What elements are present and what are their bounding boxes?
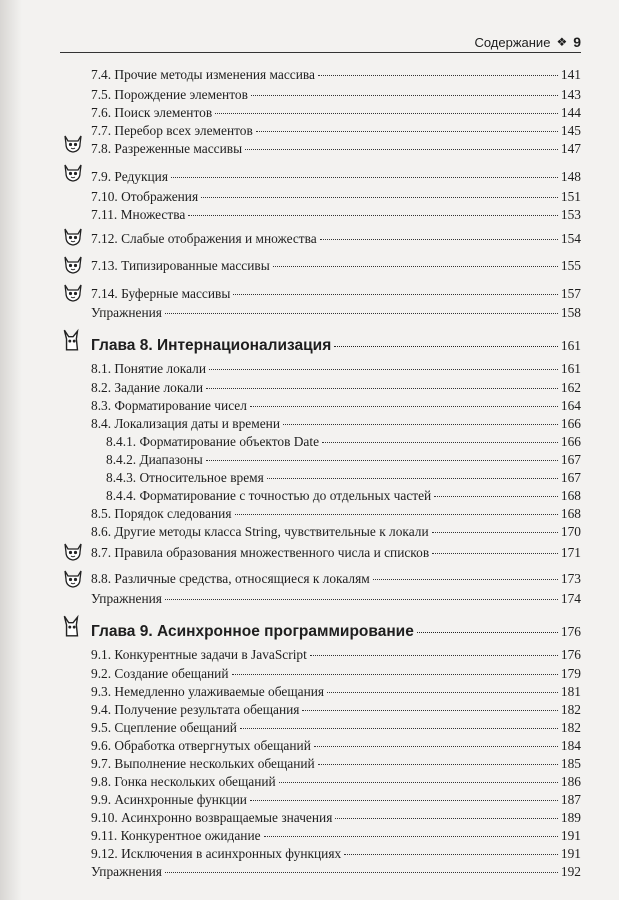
toc-entry-page: 168	[560, 488, 581, 503]
toc-entry	[91, 774, 581, 790]
toc-entry-title: Упражнения	[91, 305, 162, 320]
toc-entry-page: 162	[560, 380, 581, 395]
toc-entry	[91, 647, 581, 663]
cat-icon	[62, 161, 84, 183]
toc-entry-page: 191	[560, 828, 581, 843]
toc-leader	[314, 746, 558, 747]
toc-entry-page: 176	[560, 624, 581, 639]
toc-entry	[91, 416, 581, 432]
toc-entry	[91, 684, 581, 700]
toc-entry-page: 153	[560, 207, 581, 222]
cat-icon	[62, 540, 84, 562]
toc-entry-page: 174	[560, 591, 581, 606]
toc-entry-title: 7.14. Буферные массивы	[91, 286, 231, 301]
toc-entry-title: 7.10. Отображения	[91, 189, 199, 204]
toc-entry	[91, 756, 581, 772]
toc-entry-page: 173	[560, 571, 581, 586]
toc-entry-page: 184	[560, 738, 581, 753]
toc-chapter	[91, 338, 581, 354]
toc-entry	[91, 738, 581, 754]
toc-entry-page: 161	[560, 361, 581, 376]
toc-entry-page: 182	[560, 702, 581, 717]
toc-entry-page: 185	[560, 756, 581, 771]
toc-entry-page: 181	[560, 684, 581, 699]
toc-entry	[106, 488, 581, 504]
toc-leader	[318, 75, 558, 76]
toc-entry	[91, 810, 581, 826]
toc-entry-title: 7.11. Множества	[91, 207, 186, 222]
toc-leader	[171, 177, 558, 178]
toc-leader	[215, 113, 558, 114]
toc-entry	[91, 231, 581, 247]
toc-leader	[283, 424, 558, 425]
toc-entry-title: Упражнения	[91, 591, 162, 606]
toc-leader	[233, 294, 558, 295]
toc-chapter	[91, 624, 581, 640]
toc-entry	[91, 123, 581, 139]
toc-entry	[91, 87, 581, 103]
toc-entry	[106, 470, 581, 486]
toc-entry-title: 7.5. Порождение элементов	[91, 87, 248, 102]
toc-chapter-title: Глава 8. Интернационализация	[91, 337, 332, 354]
toc-leader	[188, 215, 558, 216]
cat-icon	[62, 281, 84, 303]
toc-leader	[256, 131, 558, 132]
toc-entry-page: 191	[560, 846, 581, 861]
toc-entry-title: 9.12. Исключения в асинхронных функциях	[91, 846, 342, 861]
toc-entry-page: 171	[560, 545, 581, 560]
toc-entry	[91, 207, 581, 223]
toc-entry	[91, 398, 581, 414]
toc-entry-page: 143	[560, 87, 581, 102]
toc-entry	[91, 571, 581, 587]
toc-leader	[335, 818, 558, 819]
toc-entry-page: 147	[560, 141, 581, 156]
toc-entry-page: 189	[560, 810, 581, 825]
toc-entry	[91, 702, 581, 718]
toc-entry	[91, 524, 581, 540]
toc-entry-page: 187	[560, 792, 581, 807]
toc-entry-title: 8.2. Задание локали	[91, 380, 204, 395]
toc-leader	[434, 496, 558, 497]
toc-entry	[91, 258, 581, 274]
toc-entry-title: 8.7. Правила образования множественного числа и списков	[91, 545, 430, 560]
toc-entry-title: 7.13. Типизированные массивы	[91, 258, 270, 273]
toc-entry-page: 144	[560, 105, 581, 120]
header-text	[474, 34, 581, 50]
toc-entry-page: 145	[560, 123, 581, 138]
toc-entry-page: 141	[560, 67, 581, 82]
toc-entry	[91, 506, 581, 522]
cat-icon	[62, 253, 84, 275]
toc-entry-title: 8.6. Другие методы класса String, чувствительные к локали	[91, 524, 429, 539]
toc-entry	[106, 434, 581, 450]
toc-leader	[334, 346, 558, 347]
toc-entry-page: 158	[560, 305, 581, 320]
toc-entry-title: 8.4.4. Форматирование с точностью до отдельных частей	[106, 488, 432, 503]
toc-entry-page: 161	[560, 338, 581, 353]
toc-entry-title: Упражнения	[91, 864, 162, 879]
toc-entry-title: 9.6. Обработка отвергнутых обещаний	[91, 738, 311, 753]
toc-leader	[432, 553, 558, 554]
toc-entry-title: 9.11. Конкурентное ожидание	[91, 828, 261, 843]
toc-leader	[279, 782, 558, 783]
toc-entry-page: 167	[560, 452, 581, 467]
toc-entry	[91, 828, 581, 844]
toc-entry-title: 9.8. Гонка нескольких обещаний	[91, 774, 276, 789]
bunny-icon	[60, 328, 84, 352]
toc-entry-title: 7.12. Слабые отображения и множества	[91, 231, 317, 246]
toc-leader	[267, 478, 558, 479]
toc-leader	[232, 674, 558, 675]
toc-entry	[91, 305, 581, 321]
toc-entry	[91, 189, 581, 205]
toc-entry-title: 7.7. Перебор всех элементов	[91, 123, 253, 138]
toc-entry	[91, 361, 581, 377]
toc-entry-page: 170	[560, 524, 581, 539]
toc-leader	[344, 854, 558, 855]
toc-entry-title: 8.4.3. Относительное время	[106, 470, 264, 485]
toc-leader	[432, 532, 558, 533]
toc-entry-title: 9.5. Сцепление обещаний	[91, 720, 237, 735]
running-header	[60, 26, 581, 53]
toc-entry-page: 148	[560, 169, 581, 184]
toc-leader	[318, 764, 558, 765]
toc-entry-title: 9.4. Получение результата обещания	[91, 702, 300, 717]
toc-leader	[165, 599, 558, 600]
toc-leader	[206, 388, 558, 389]
toc-entry-title: 8.8. Различные средства, относящиеся к локалям	[91, 571, 370, 586]
toc-entry	[91, 666, 581, 682]
toc-entry	[91, 380, 581, 396]
toc-leader	[245, 149, 558, 150]
toc-entry-page: 168	[560, 506, 581, 521]
toc-entry	[91, 105, 581, 121]
toc-entry	[91, 864, 581, 880]
toc-entry-page: 154	[560, 231, 581, 246]
toc-entry-page: 166	[560, 434, 581, 449]
toc-leader	[373, 579, 558, 580]
toc-leader	[322, 442, 558, 443]
cat-icon	[62, 567, 84, 589]
toc-entry	[91, 846, 581, 862]
toc-entry-page: 192	[560, 864, 581, 879]
header-page-number: 9	[573, 34, 581, 50]
toc-entry-title: 7.4. Прочие методы изменения массива	[91, 67, 315, 82]
toc-entry-page: 157	[560, 286, 581, 301]
toc-entry	[91, 141, 581, 157]
cat-icon	[62, 132, 84, 154]
toc-entry-title: 9.10. Асинхронно возвращаемые значения	[91, 810, 333, 825]
toc-entry	[91, 720, 581, 736]
toc-entry-title: 9.3. Немедленно улаживаемые обещания	[91, 684, 325, 699]
toc-entry-title: 7.8. Разреженные массивы	[91, 141, 243, 156]
toc-entry-title: 8.4. Локализация даты и времени	[91, 416, 280, 431]
toc-leader	[417, 632, 558, 633]
toc-leader	[235, 514, 558, 515]
toc-entry-title: 9.1. Конкурентные задачи в JavaScript	[91, 647, 307, 662]
toc-entry-title: 8.5. Порядок следования	[91, 506, 232, 521]
toc-entry-page: 155	[560, 258, 581, 273]
toc-leader	[201, 197, 558, 198]
cat-icon	[62, 225, 84, 247]
toc-entry-page: 186	[560, 774, 581, 789]
toc-leader	[240, 728, 558, 729]
toc-leader	[302, 710, 557, 711]
toc-leader	[327, 692, 558, 693]
toc-entry	[91, 286, 581, 302]
page-gutter-shadow	[0, 0, 22, 900]
toc-leader	[206, 460, 558, 461]
toc-entry-title: 9.7. Выполнение нескольких обещаний	[91, 756, 315, 771]
toc-leader	[251, 95, 558, 96]
toc-leader	[310, 655, 558, 656]
toc-entry	[106, 452, 581, 468]
toc-entry-page: 151	[560, 189, 581, 204]
toc-entry	[91, 545, 581, 561]
toc-leader	[209, 369, 558, 370]
toc-entry	[91, 792, 581, 808]
header-title: Содержание	[474, 34, 551, 50]
toc-entry-title: 8.1. Понятие локали	[91, 361, 207, 376]
toc-entry-title: 7.6. Поиск элементов	[91, 105, 213, 120]
ornament-icon: ❖	[556, 35, 568, 49]
toc-chapter-title: Глава 9. Асинхронное программирование	[91, 623, 414, 640]
toc-entry-page: 167	[560, 470, 581, 485]
toc-entry-page: 179	[560, 666, 581, 681]
toc-entry	[91, 67, 581, 83]
toc-leader	[273, 266, 558, 267]
toc-entry-title: 9.2. Создание обещаний	[91, 666, 229, 681]
toc-entry-title: 8.3. Форматирование чисел	[91, 398, 247, 413]
toc-entry	[91, 591, 581, 607]
bunny-icon	[60, 614, 84, 638]
toc-entry-page: 164	[560, 398, 581, 413]
toc-leader	[320, 239, 558, 240]
toc-entry-title: 7.9. Редукция	[91, 169, 168, 184]
toc-entry-page: 176	[560, 647, 581, 662]
toc-leader	[250, 406, 558, 407]
toc-leader	[165, 313, 558, 314]
toc-entry	[91, 169, 581, 185]
toc-entry-title: 9.9. Асинхронные функции	[91, 792, 247, 807]
toc-entry-page: 182	[560, 720, 581, 735]
toc-entry-title: 8.4.2. Диапазоны	[106, 452, 203, 467]
toc-entry-page: 166	[560, 416, 581, 431]
toc-entry-title: 8.4.1. Форматирование объектов Date	[106, 434, 320, 449]
toc-leader	[264, 836, 558, 837]
toc-leader	[165, 872, 558, 873]
toc-leader	[250, 800, 558, 801]
